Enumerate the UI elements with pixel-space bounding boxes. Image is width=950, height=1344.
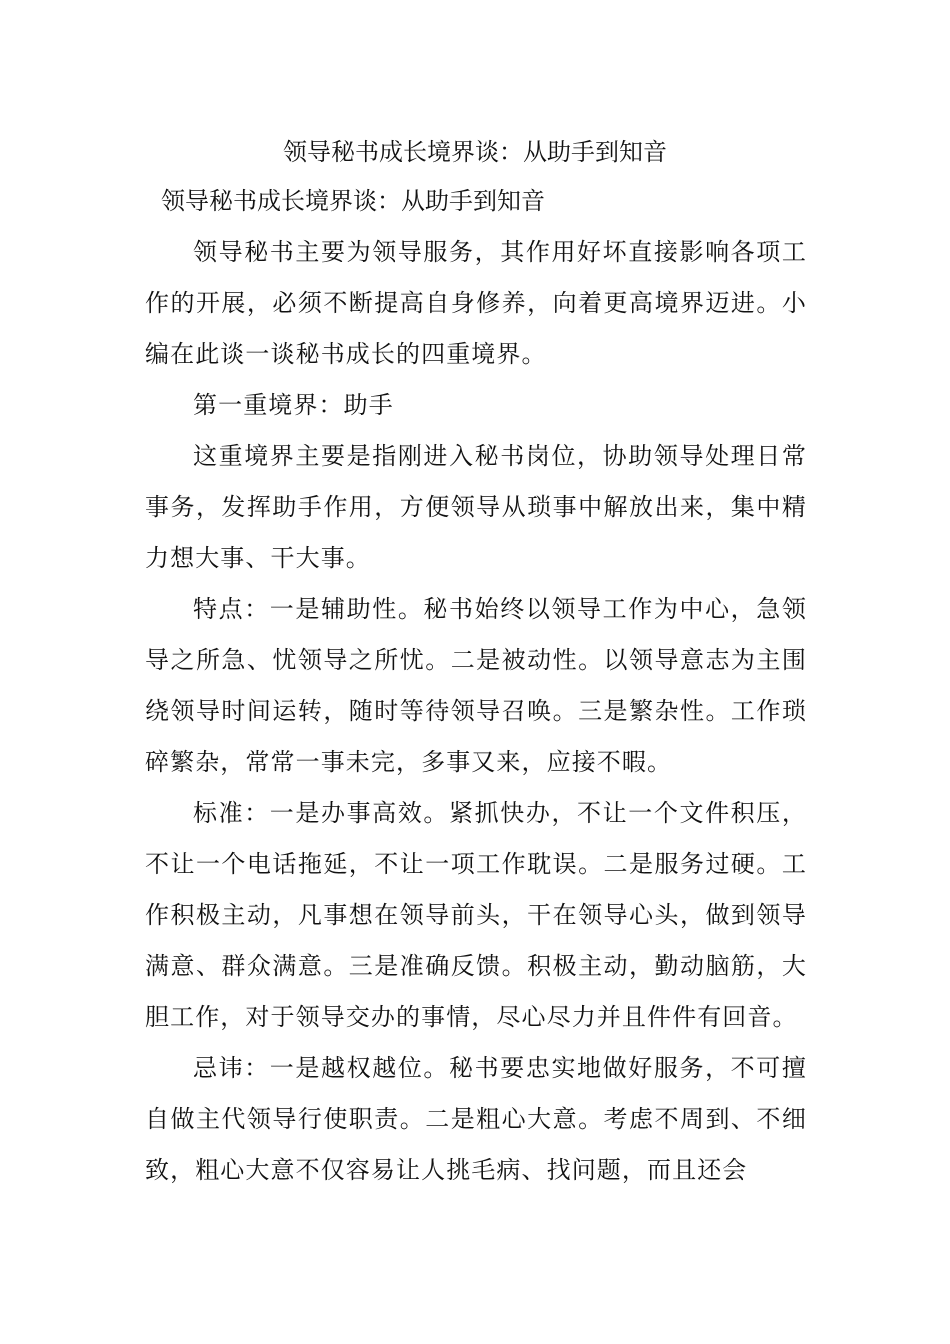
document-subtitle: 领导秘书成长境界谈：从助手到知音 (161, 187, 545, 215)
section-heading-first-realm: 第一重境界：助手 (193, 391, 394, 419)
paragraph-intro: 领导秘书主要为领导服务，其作用好坏直接影响各项工作的开展，必须不断提高自身修养，向着更高境界迈进。小编在此谈一谈秘书成长的四重境界。 (145, 238, 807, 368)
document-title: 领导秘书成长境界谈：从助手到知音 (283, 138, 667, 166)
paragraph-characteristics: 特点：一是辅助性。秘书始终以领导工作为中心，急领导之所急、忧领导之所忧。二是被动性。以领导意志为主围绕领导时间运转，随时等待领导召唤。三是繁杂性。工作琐碎繁杂，常常一事未完，多事又来，应接不暇。 (145, 595, 807, 776)
paragraph-realm-description: 这重境界主要是指刚进入秘书岗位，协助领导处理日常事务，发挥助手作用，方便领导从琐事中解放出来，集中精力想大事、干大事。 (145, 442, 807, 572)
paragraph-taboos: 忌讳：一是越权越位。秘书要忠实地做好服务，不可擅自做主代领导行使职责。二是粗心大意。考虑不周到、不细致，粗心大意不仅容易让人挑毛病、找问题，而且还会 (145, 1054, 807, 1184)
paragraph-standards: 标准：一是办事高效。紧抓快办，不让一个文件积压，不让一个电话拖延，不让一项工作耽误。二是服务过硬。工作积极主动，凡事想在领导前头，干在领导心头，做到领导满意、群众满意。三是准确反馈。积极主动，勤动脑筋，大胆工作，对于领导交办的事情，尽心尽力并且件件有回音。 (145, 799, 807, 1031)
document-body (145, 227, 807, 1196)
